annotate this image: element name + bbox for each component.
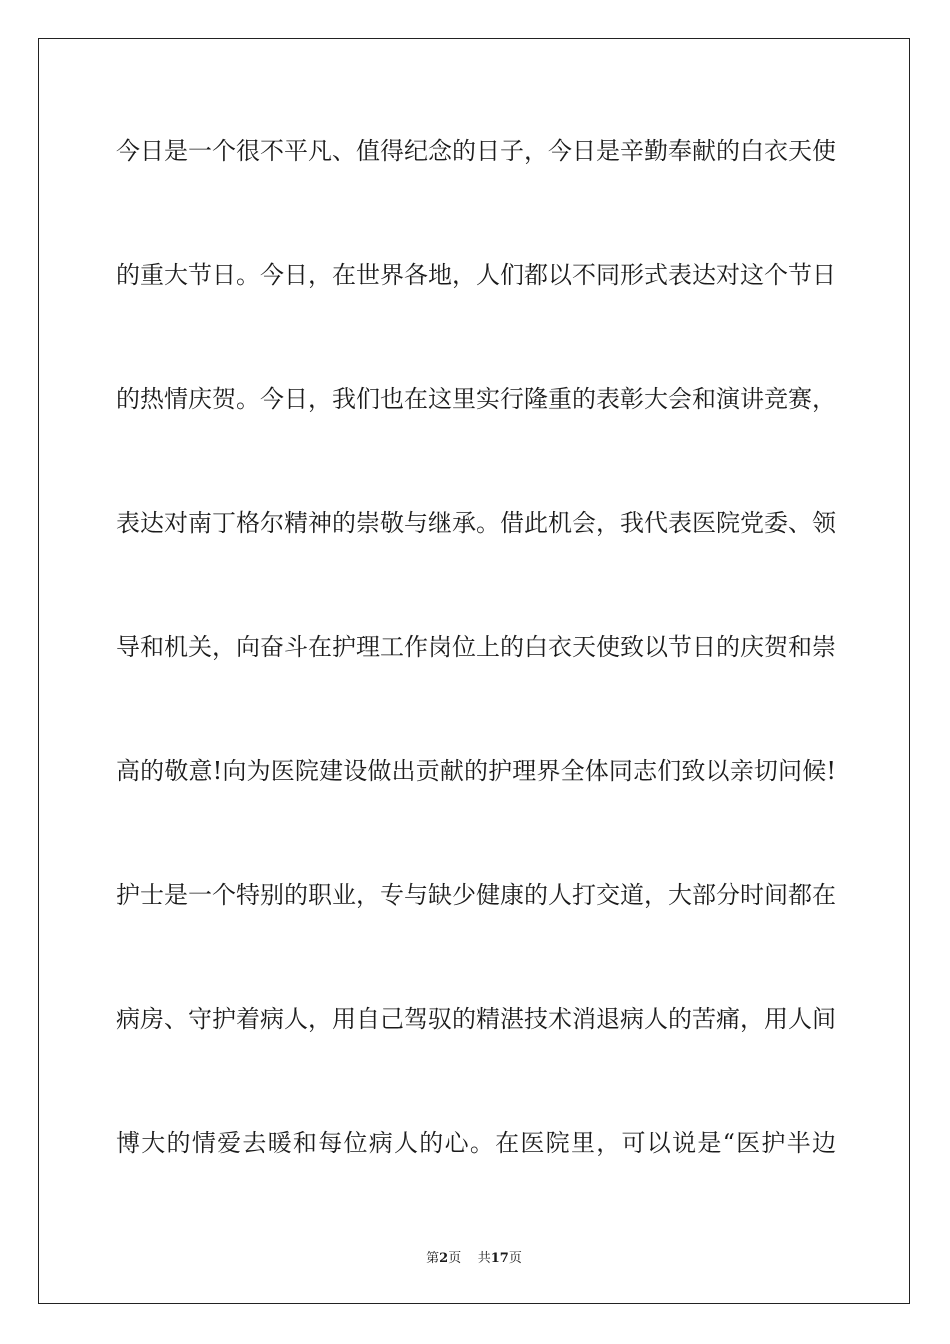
total-suffix: 页 [508, 1251, 522, 1266]
document-page [38, 38, 910, 1304]
text-line-4: 表达对南丁格尔精神的崇敬与继承。借此机会，我代表医院党委、领 [116, 509, 836, 537]
text-line-9: 博大的情爱去暖和每位病人的心。在医院里，可以说是“医护半边 [116, 1129, 836, 1157]
text-line-2: 的重大节日。今日，在世界各地，人们都以不同形式表达对这个节日 [116, 261, 836, 289]
text-line-7: 护士是一个特别的职业，专与缺少健康的人打交道，大部分时间都在 [116, 881, 836, 909]
text-line-3: 的热情庆贺。今日，我们也在这里实行隆重的表彰大会和演讲竞赛， [116, 385, 836, 413]
page-number: 2 [439, 1251, 449, 1266]
page-suffix: 页 [448, 1251, 462, 1266]
text-line-5: 导和机关，向奋斗在护理工作岗位上的白衣天使致以节日的庆贺和崇 [116, 633, 836, 661]
text-line-8: 病房、守护着病人，用自己驾驭的精湛技术消退病人的苦痛，用人间 [116, 1005, 836, 1033]
page-prefix: 第 [426, 1251, 440, 1266]
text-line-1: 今日是一个很不平凡、值得纪念的日子，今日是辛勤奉献的白衣天使 [116, 137, 836, 165]
total-pages: 17 [490, 1251, 509, 1266]
page-footer [39, 1247, 909, 1266]
total-prefix: 共 [477, 1251, 491, 1266]
text-line-6: 高的敬意!向为医院建设做出贡献的护理界全体同志们致以亲切问候! [116, 757, 836, 785]
